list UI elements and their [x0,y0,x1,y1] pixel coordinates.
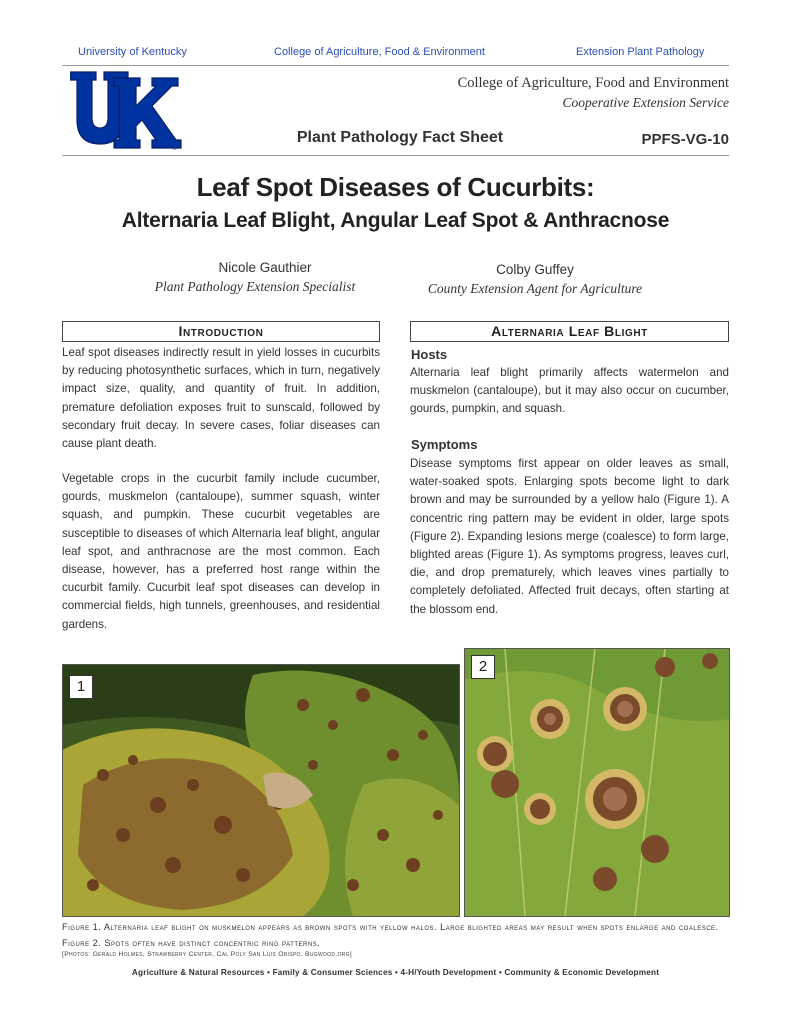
college-name: College of Agriculture, Food and Environment [457,75,729,91]
figure-2-photo [464,648,730,917]
figure-2-image [465,649,729,916]
link-university-of-kentucky[interactable]: University of Kentucky [78,46,187,58]
intro-paragraph-1: Leaf spot diseases indirectly result in yield losses in cucurbits by reducing photosynthetic surfaces, which in turn, negatively impact size, quality, and quantity of fruit. In addition, premature defoliation exposes fruit to sunscald, followed by secondary fruit decay. In severe cases, foliar diseases can cause plant death. [62,346,380,451]
author-1-role: Plant Pathology Extension Specialist [154,279,356,294]
link-extension-plant-pathology[interactable]: Extension Plant Pathology [576,46,705,58]
link-college-of-agriculture[interactable]: College of Agriculture, Food & Environment [274,46,485,58]
hosts-heading: Hosts [411,347,448,362]
symptoms-heading: Symptoms [411,437,478,452]
photo-credits: [Photos: Gerald Holmes, Strawberry Center, Cal Poly San Luis Obispo. Bugwood.org] [62,951,352,958]
figure-2-label: 2 [471,655,495,679]
header-bottom-rule [62,155,729,156]
header-top-rule [62,65,729,66]
figure-1-image [63,665,459,916]
fact-sheet-label: Plant Pathology Fact Sheet [296,129,504,146]
author-2-name: Colby Guffey [496,262,574,277]
figure-1-photo [62,664,460,917]
hosts-paragraph: Alternaria leaf blight primarily affects watermelon and muskmelon (cantaloupe), but it may also occur on cucumber, gourds, pumpkin, and squash. [410,366,729,416]
introduction-heading: Introduction [62,321,380,342]
uk-logo [70,70,182,152]
page-title: Leaf Spot Diseases of Cucurbits: [196,172,595,202]
intro-paragraph-2: Vegetable crops in the cucurbit family include cucumber, gourds, muskmelon (cantaloupe), summer squash, winter squash, and pumpkin. These cucurbit vegetables are susceptible to diseases of which Alternaria leaf blight, angular leaf spot, and anthracnose are the most common. Each disease, however, has a preferred host range within the cucurbit family. Cucurbit leaf spot diseases can develop in commercial fields, high tunnels, greenhouses, and residential gardens. [62,472,380,631]
author-1-name: Nicole Gauthier [218,260,312,275]
cooperative-extension: Cooperative Extension Service [562,95,729,110]
footer-programs: Agriculture & Natural Resources • Family & Consumer Sciences • 4-H/Youth Development • Community & Economic Development [131,968,660,977]
alternaria-heading: Alternaria Leaf Blight [410,321,729,342]
svg-text:®: ® [171,144,178,152]
author-2-role: County Extension Agent for Agriculture [427,281,643,296]
figure-1-label: 1 [69,675,93,699]
page-subtitle: Alternaria Leaf Blight, Angular Leaf Spot & Anthracnose [121,209,670,232]
symptoms-paragraph: Disease symptoms first appear on older leaves as small, water-soaked spots. Enlarging spots become light to dark brown and may be surrounded by a yellow halo (Figure 1). A concentric ring pattern may be evident in older, large spots (Figure 2). Expanding lesions merge (coalesce) to form large, blighted areas (Figure 1). As symptoms progress, leaves curl, die, and drop prematurely, which leaves vines partially to completely defoliated. Affected fruit decays, often starting at the blossom end. [410,457,729,616]
publication-code: PPFS-VG-10 [641,131,729,148]
figure-caption: Figure 1. Alternaria leaf blight on muskmelon appears as brown spots with yellow halos. Large blighted areas may result when spots enlarge and coalesce. Figure 2. Spots often have distinct concentric ring patterns. [62,922,719,948]
